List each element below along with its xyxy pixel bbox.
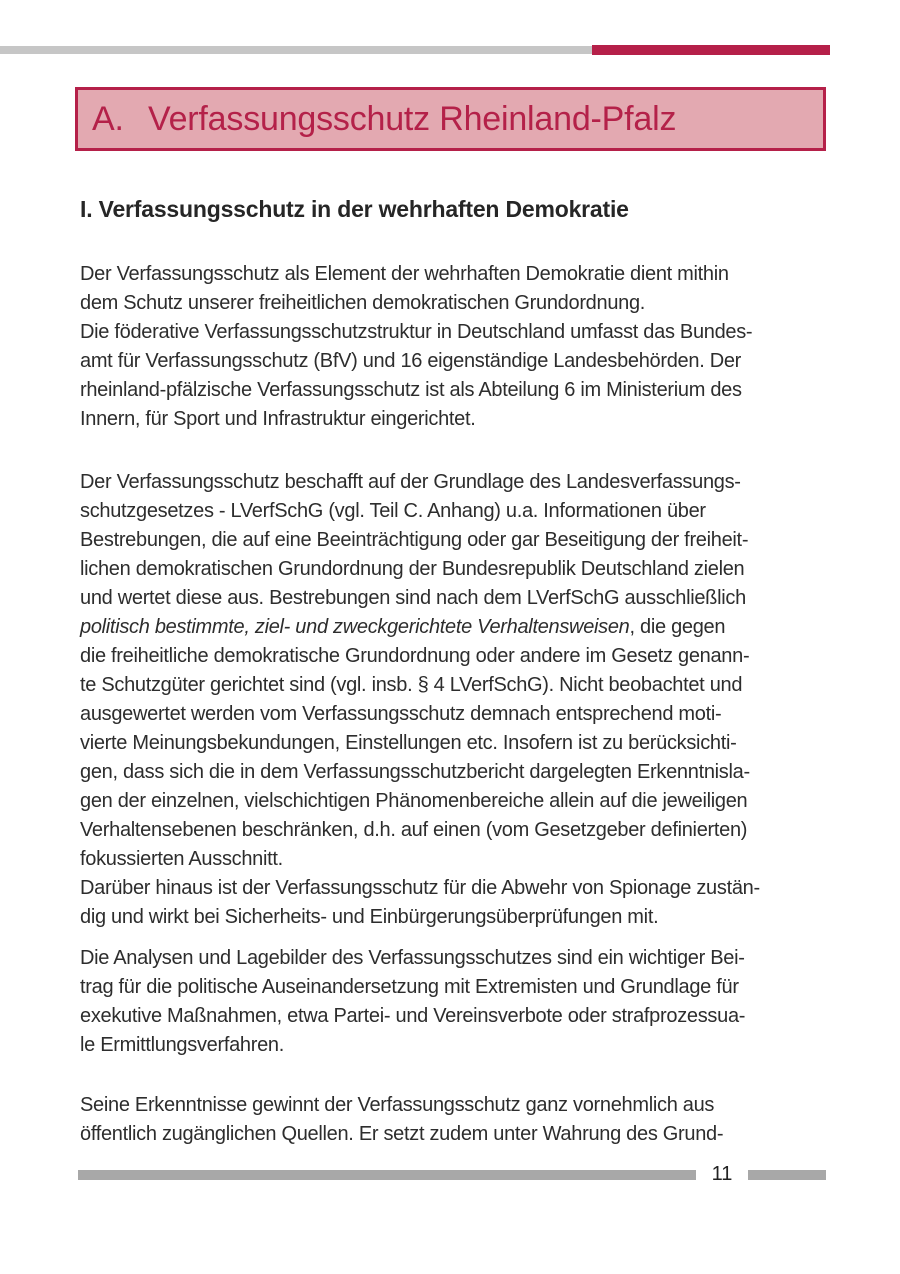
- text-line: amt für Verfassungsschutz (BfV) und 16 eigenständige Landesbehörden. Der: [80, 350, 742, 372]
- text-line: Der Verfassungsschutz beschafft auf der Grundlage des Landesverfassungs-: [80, 471, 741, 493]
- text-line-with-italic: [80, 613, 826, 642]
- top-rule-gray: [0, 46, 592, 54]
- top-rule-red: [592, 45, 830, 55]
- text-line: Die föderative Verfassungsschutzstruktur in Deutschland umfasst das Bundes-: [80, 321, 753, 343]
- text-line: Die Analysen und Lagebilder des Verfassungsschutzes sind ein wichtiger Bei-: [80, 947, 745, 969]
- text-line: öffentlich zugänglichen Quellen. Er setzt zudem unter Wahrung des Grund-: [80, 1123, 724, 1145]
- text-line: lichen demokratischen Grundordnung der Bundesrepublik Deutschland zielen: [80, 558, 745, 580]
- section-label: A.: [92, 99, 124, 138]
- text-line: Darüber hinaus ist der Verfassungsschutz für die Abwehr von Spionage zustän-: [80, 877, 760, 899]
- text-line: dig und wirkt bei Sicherheits- und Einbürgerungsüberprüfungen mit.: [80, 906, 659, 928]
- section-banner: [75, 87, 826, 151]
- text-line: schutzgesetzes - LVerfSchG (vgl. Teil C. Anhang) u.a. Informationen über: [80, 500, 706, 522]
- paragraph-3: [80, 944, 826, 1060]
- text-line: trag für die politische Auseinandersetzung mit Extremisten und Grundlage für: [80, 976, 739, 998]
- text-line: die freiheitliche demokratische Grundordnung oder andere im Gesetz genann-: [80, 645, 750, 667]
- paragraph-4: [80, 1091, 826, 1149]
- text-line: vierte Meinungsbekundungen, Einstellungen etc. Insofern ist zu berücksichti-: [80, 732, 737, 754]
- text-line: exekutive Maßnahmen, etwa Partei- und Vereinsverbote oder strafprozessua-: [80, 1005, 746, 1027]
- text-line: ausgewertet werden vom Verfassungsschutz demnach entsprechend moti-: [80, 703, 722, 725]
- footer-rule-right: [748, 1170, 826, 1180]
- page-number: 11: [711, 1163, 733, 1185]
- text-line: le Ermittlungsverfahren.: [80, 1034, 285, 1056]
- paragraph-2: [80, 468, 826, 932]
- section-title: Verfassungsschutz Rheinland-Pfalz: [148, 99, 677, 138]
- text-line: Verhaltensebenen beschränken, d.h. auf einen (vom Gesetzgeber definierten): [80, 819, 748, 841]
- text-line: rheinland-pfälzische Verfassungsschutz ist als Abteilung 6 im Ministerium des: [80, 379, 742, 401]
- paragraph-1: [80, 260, 826, 434]
- text-line: te Schutzgüter gerichtet sind (vgl. insb. § 4 LVerfSchG). Nicht beobachtet und: [80, 674, 743, 696]
- chapter-heading: I. Verfassungsschutz in der wehrhaften Demokratie: [80, 196, 629, 222]
- text-line: gen der einzelnen, vielschichtigen Phänomenbereiche allein auf die jeweiligen: [80, 790, 748, 812]
- footer-rule-left: [78, 1170, 696, 1180]
- text-segment: , die gegen: [629, 616, 726, 638]
- text-line: dem Schutz unserer freiheitlichen demokratischen Grundordnung.: [80, 292, 646, 314]
- text-line: und wertet diese aus. Bestrebungen sind nach dem LVerfSchG ausschließlich: [80, 587, 746, 609]
- text-line: Bestrebungen, die auf eine Beeinträchtigung oder gar Beseitigung der freiheit-: [80, 529, 749, 551]
- italic-phrase: politisch bestimmte, ziel- und zweckgerichtete Verhaltensweisen: [80, 616, 630, 638]
- text-line: fokussierten Ausschnitt.: [80, 848, 283, 870]
- text-line: gen, dass sich die in dem Verfassungsschutzbericht dargelegten Erkenntnisla-: [80, 761, 750, 783]
- text-line: Der Verfassungsschutz als Element der wehrhaften Demokratie dient mithin: [80, 263, 729, 285]
- text-line: Innern, für Sport und Infrastruktur eingerichtet.: [80, 408, 476, 430]
- text-line: Seine Erkenntnisse gewinnt der Verfassungsschutz ganz vornehmlich aus: [80, 1094, 715, 1116]
